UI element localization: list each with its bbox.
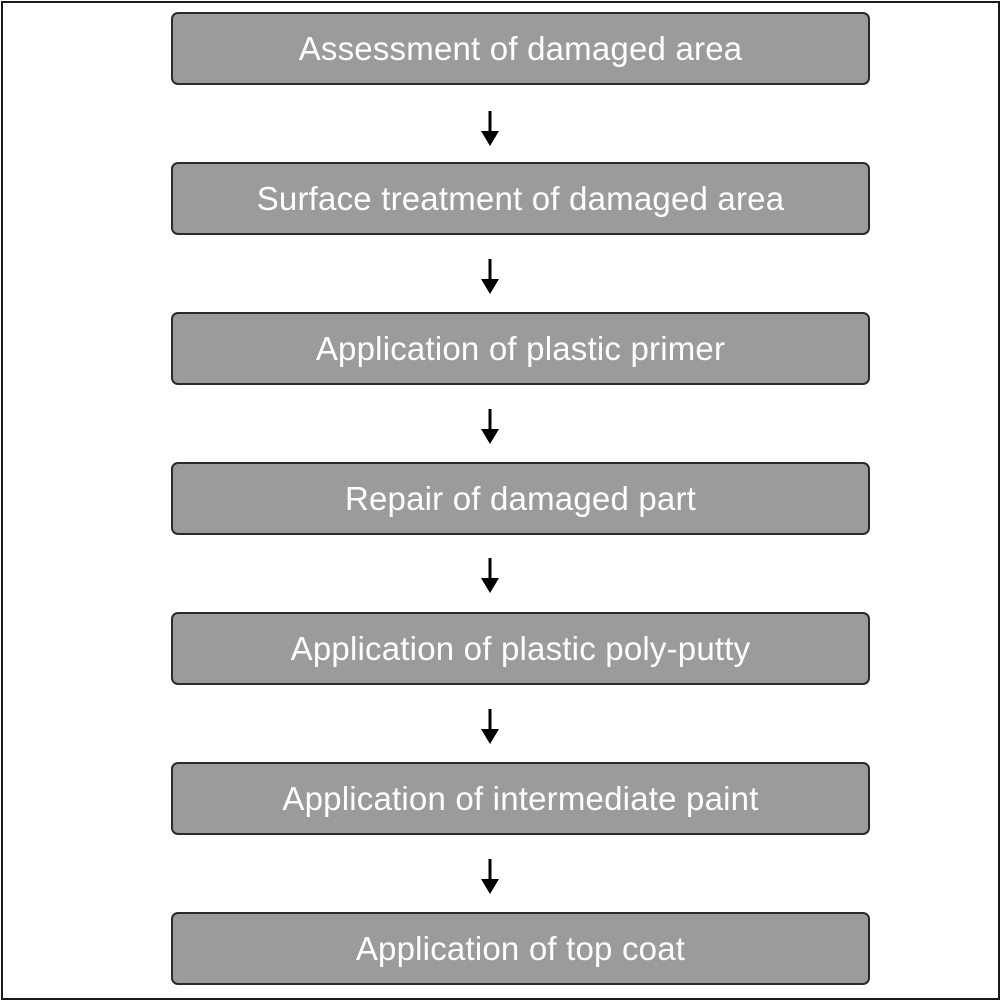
down-arrow-icon — [478, 859, 502, 895]
step-label: Application of intermediate paint — [282, 779, 759, 817]
step-label: Repair of damaged part — [344, 479, 697, 517]
step-top-coat-box — [171, 912, 870, 985]
down-arrow-icon — [478, 259, 502, 295]
step-poly-putty-box — [171, 612, 870, 685]
step-plastic-primer-box — [171, 312, 870, 385]
step-label: Application of top coat — [355, 929, 686, 967]
step-repair-box — [171, 462, 870, 535]
down-arrow-icon — [478, 111, 502, 147]
step-label: Application of plastic primer — [315, 329, 726, 367]
down-arrow-icon — [478, 709, 502, 745]
step-intermediate-paint-box — [171, 762, 870, 835]
step-surface-treatment-box — [171, 162, 870, 235]
step-assessment-box — [171, 12, 870, 85]
step-label: Surface treatment of damaged area — [256, 179, 785, 217]
down-arrow-icon — [478, 558, 502, 594]
down-arrow-icon — [478, 409, 502, 445]
step-label: Application of plastic poly-putty — [290, 629, 751, 667]
step-label: Assessment of damaged area — [298, 29, 743, 67]
